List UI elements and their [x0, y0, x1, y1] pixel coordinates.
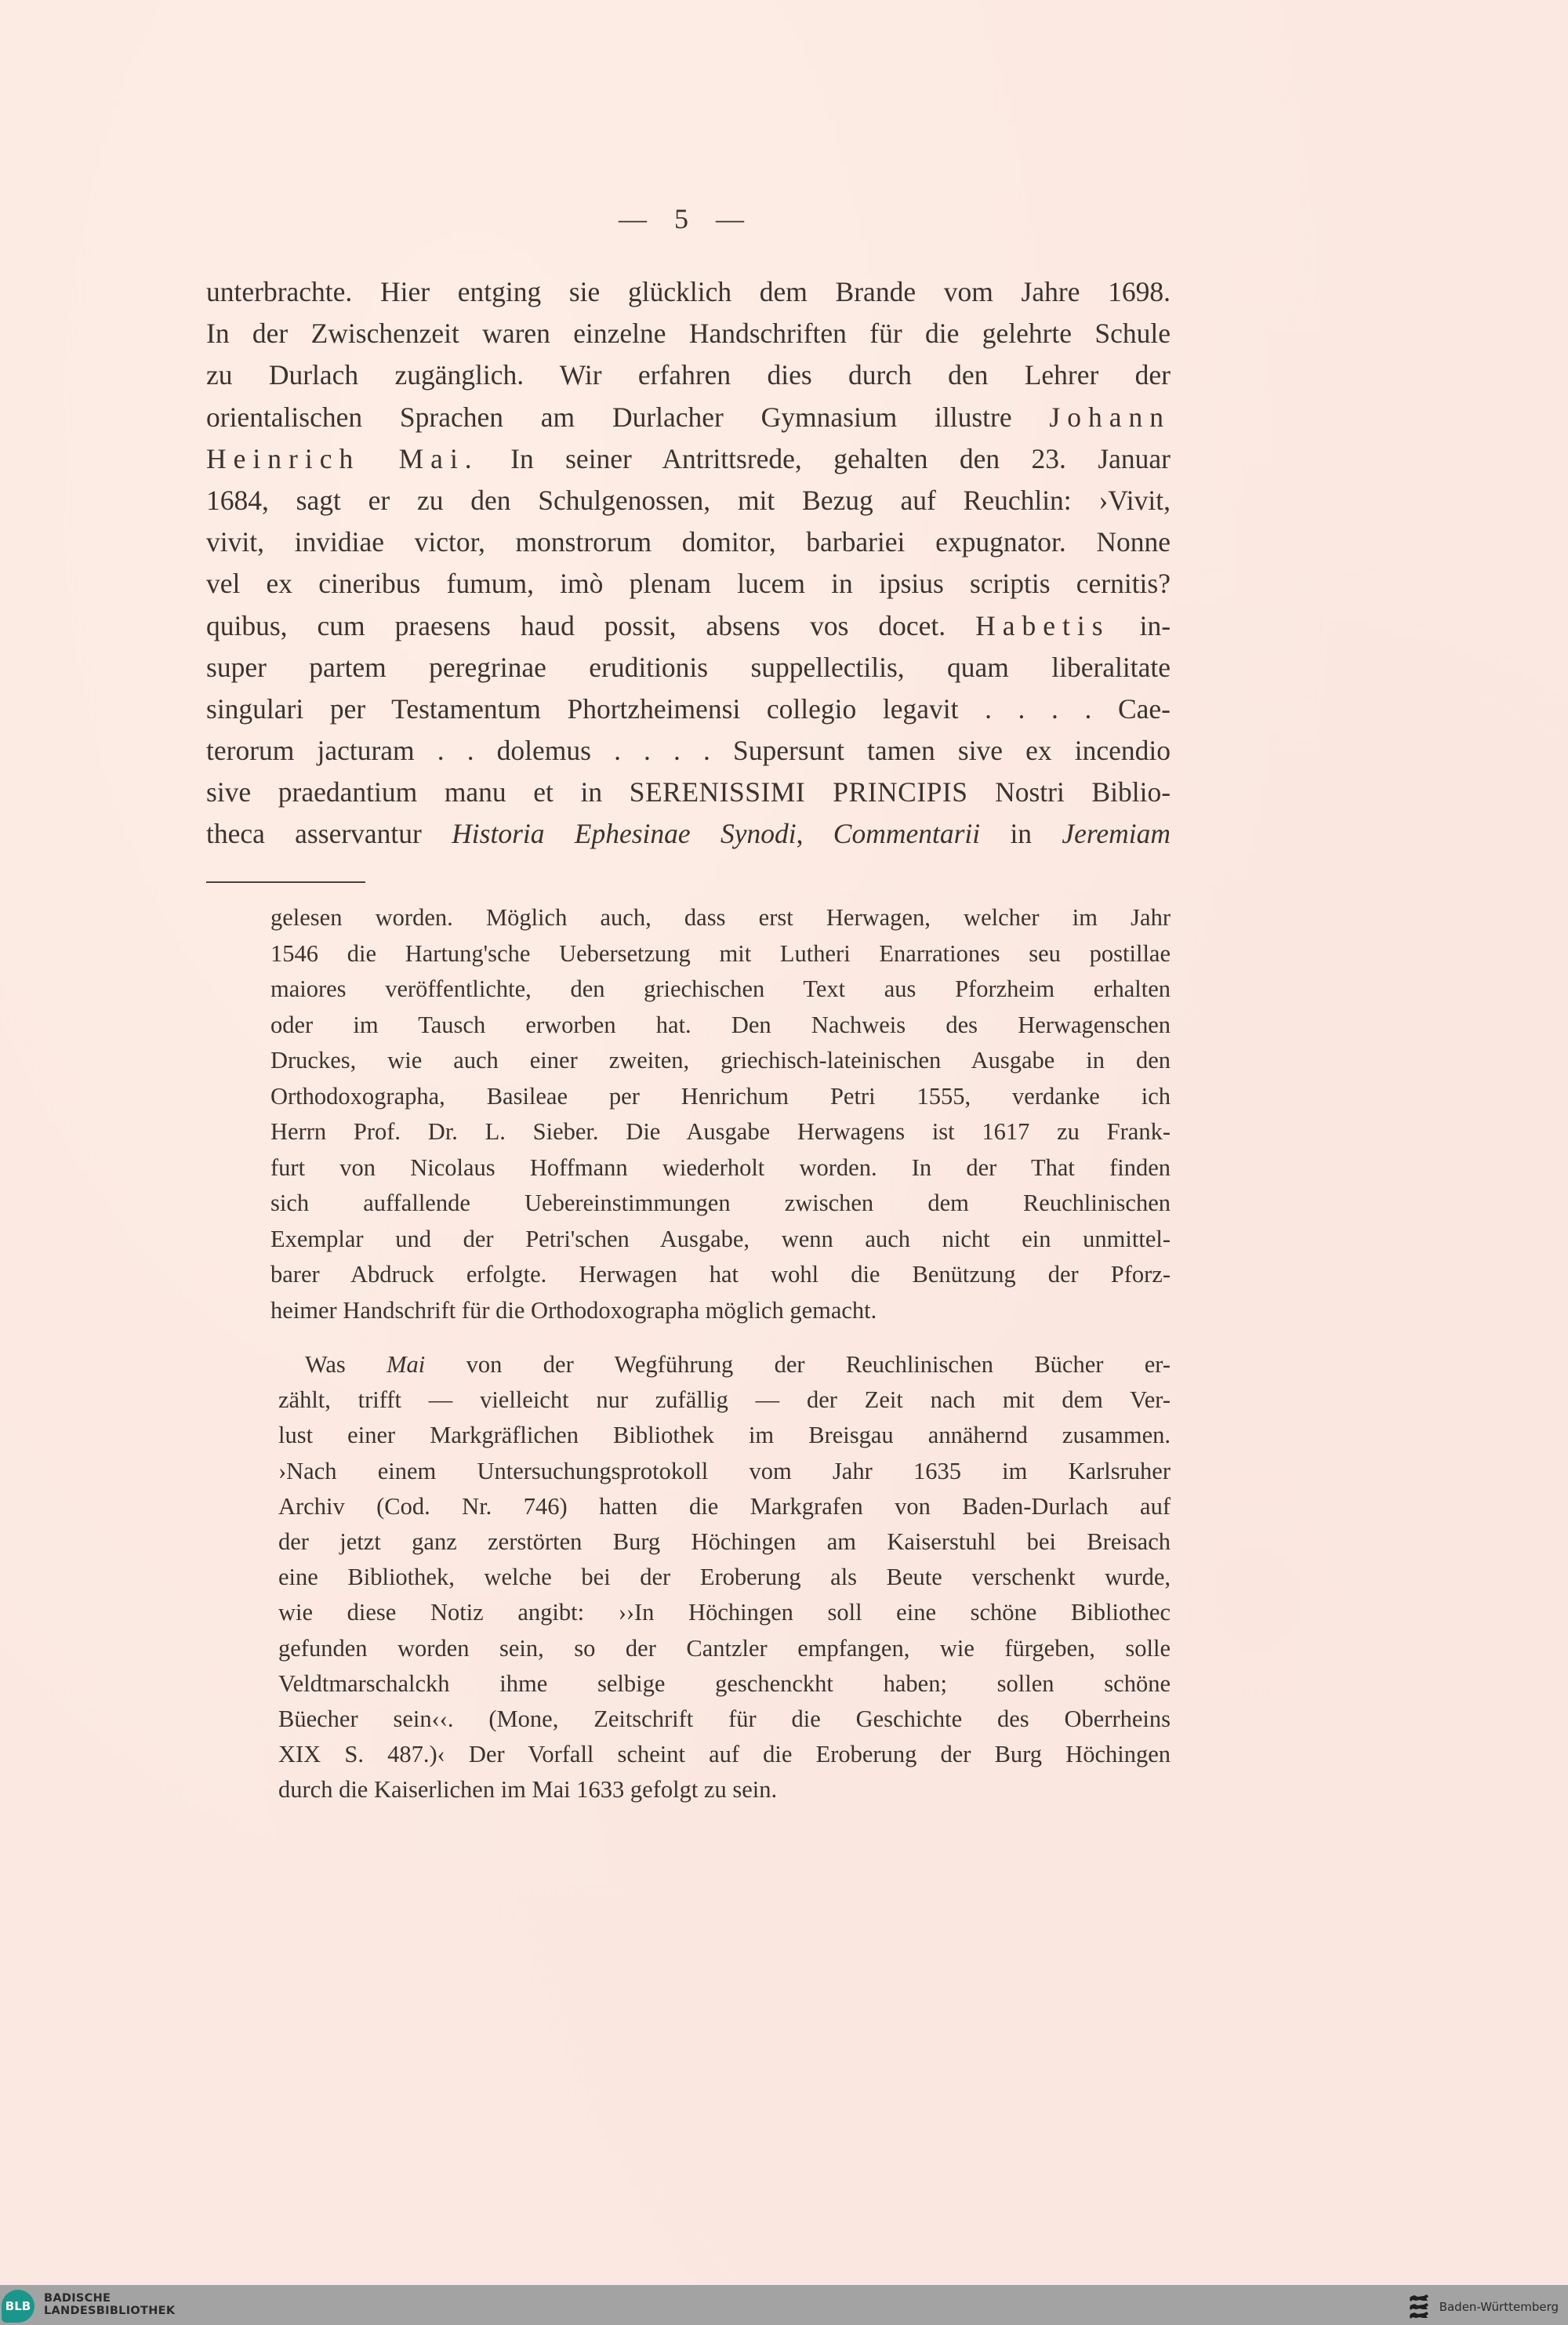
- footnote-line: heimer Handschrift für die Orthodoxographa möglich gemacht.: [270, 1296, 877, 1324]
- footnote-line: Archiv (Cod. Nr. 746) hatten die Markgrafen von Baden-Durlach auf: [278, 1492, 1171, 1520]
- spaced-word-habetis: Habetis: [975, 609, 1110, 641]
- text-segment: Was: [305, 1351, 346, 1378]
- text-line: [206, 438, 1171, 480]
- baden-wuerttemberg-logo[interactable]: [1408, 2294, 1559, 2320]
- text-line: [206, 813, 1171, 855]
- footnote-line: Orthodoxographa, Basileae per Henrichum Petri 1555, verdanke ich: [270, 1082, 1171, 1110]
- page-number: 5: [674, 203, 690, 234]
- footnote-line: maiores veröffentlichte, den griechischen Text aus Pforzheim erhalten: [270, 975, 1171, 1002]
- footnote-line: Herrn Prof. Dr. L. Sieber. Die Ausgabe Herwagens ist 1617 zu Frank-: [270, 1118, 1171, 1145]
- footnote-line: sich auffallende Uebereinstimmungen zwischen dem Reuchlinischen: [270, 1190, 1171, 1216]
- comma: ,: [796, 818, 804, 850]
- text-line: singulari per Testamentum Phortzheimensi collegio legavit . . . . Cae-: [206, 692, 1171, 725]
- text-segment: theca asservantur: [206, 818, 422, 850]
- footnote-line: Veldtmarschalckh ihme selbige geschenckht haben; sollen schöne: [278, 1669, 1171, 1697]
- text-segment: orientalischen Sprachen am Durlacher Gymnasium illustre: [206, 401, 1012, 433]
- footnote-line: zählt, trifft — vielleicht nur zufällig — der Zeit nach mit dem Ver-: [278, 1386, 1171, 1414]
- footnote-line: durch die Kaiserlichen im Mai 1633 gefolgt zu sein.: [278, 1776, 778, 1804]
- footnote-text: [270, 900, 1171, 1328]
- footnote-line: Büecher sein‹‹. (Mone, Zeitschrift für die Geschichte des Oberrheins: [278, 1705, 1171, 1732]
- text-line: 1684, sagt er zu den Schulgenossen, mit Bezug auf Reuchlin: ›Vivit,: [206, 484, 1171, 516]
- text-line: vivit, invidiae victor, monstrorum domitor, barbariei expugnator. Nonne: [206, 526, 1171, 558]
- footnote-line: gefunden worden sein, so der Cantzler empfangen, wie fürgeben, solle: [278, 1634, 1171, 1662]
- main-body-text: [206, 271, 1171, 856]
- baden-wuerttemberg-name: Baden-Württemberg: [1439, 2300, 1559, 2314]
- spaced-name-heinrich-mai: Heinrich Mai.: [206, 442, 479, 474]
- footnote-line: XIX S. 487.)‹ Der Vorfall scheint auf die Eroberung der Burg Höchingen: [278, 1741, 1171, 1768]
- footnote-line: barer Abdruck erfolgte. Herwagen hat wohl die Benützung der Pforz-: [270, 1261, 1171, 1288]
- text-line: vel ex cineribus fumum, imò plenam lucem in ipsius scriptis cernitis?: [206, 568, 1171, 600]
- text-line: terorum jacturam . . dolemus . . . . Supersunt tamen sive ex incendio: [206, 735, 1171, 767]
- footnote-separator-rule: [206, 881, 365, 883]
- text-segment: quibus, cum praesens haud possit, absens vos docet.: [206, 609, 946, 641]
- page-number-header: [0, 202, 1364, 235]
- footnote-line: [278, 1347, 1171, 1382]
- footnote-paragraph-2: [278, 1347, 1171, 1807]
- spaced-name-johann: Johann: [1049, 401, 1171, 433]
- text-line: [206, 605, 1171, 647]
- blb-name-line1: BADISCHE: [44, 2292, 111, 2305]
- text-line: zu Durlach zugänglich. Wir erfahren dies durch den Lehrer der: [206, 359, 1171, 391]
- italic-name-mai: Mai: [387, 1351, 426, 1378]
- text-line: [206, 772, 1171, 813]
- text-segment: in-: [1139, 609, 1171, 641]
- footnote-line: oder im Tausch erworben hat. Den Nachweis des Herwagenschen: [270, 1011, 1171, 1038]
- text-segment: von der Wegführung der Reuchlinischen Bücher er-: [466, 1351, 1171, 1378]
- blb-name-line2: LANDESBIBLIOTHEK: [44, 2305, 176, 2317]
- footnote-line: wie diese Notiz angibt: ››In Höchingen soll eine schöne Bibliothec: [278, 1599, 1171, 1626]
- text-segment: in: [1010, 818, 1033, 850]
- text-segment: In seiner Antrittsrede, gehalten den 23. Januar: [510, 442, 1171, 474]
- three-lions-icon: [1408, 2294, 1430, 2320]
- dash-left: —: [619, 203, 648, 234]
- italic-title-commentarii: Commentarii: [833, 818, 981, 850]
- text-segment: Nostri Biblio-: [995, 776, 1171, 808]
- text-segment: sive praedantium manu et in: [206, 776, 603, 808]
- blb-library-name[interactable]: [44, 2292, 175, 2317]
- italic-title-jeremiam: Jeremiam: [1062, 818, 1171, 850]
- footnote-line: eine Bibliothek, welche bei der Eroberung als Beute verschenkt wurde,: [278, 1564, 1171, 1591]
- footnote-line: gelesen worden. Möglich auch, dass erst Herwagen, welcher im Jahr: [270, 904, 1171, 931]
- library-footer-bar: [0, 2285, 1568, 2325]
- footnote-line: Exemplar und der Petri'schen Ausgabe, wenn auch nicht ein unmittel-: [270, 1225, 1171, 1252]
- footnote-line: Druckes, wie auch einer zweiten, griechisch-lateinischen Ausgabe in den: [270, 1047, 1171, 1073]
- blb-logo-badge[interactable]: BLB: [2, 2290, 34, 2323]
- text-line: In der Zwischenzeit waren einzelne Handschriften für die gelehrte Schule: [206, 318, 1171, 350]
- footnote-line: 1546 die Hartung'sche Uebersetzung mit Lutheri Enarrationes seu postillae: [270, 939, 1171, 967]
- footnote-line: ›Nach einem Untersuchungsprotokoll vom Jahr 1635 im Karlsruher: [278, 1457, 1171, 1484]
- italic-title-historia: Historia Ephesinae Synodi: [452, 818, 797, 850]
- footnote-line: lust einer Markgräflichen Bibliothek im Breisgau annähernd zusammen.: [278, 1422, 1171, 1449]
- footnote-line: furt von Nicolaus Hoffmann wiederholt worden. In der That finden: [270, 1153, 1171, 1181]
- caps-serenissimi-principis: SERENISSIMI PRINCIPIS: [629, 776, 968, 808]
- text-line: super partem peregrinae eruditionis suppellectilis, quam liberalitate: [206, 651, 1171, 683]
- text-line: [206, 397, 1171, 438]
- footnote-line: der jetzt ganz zerstörten Burg Höchingen am Kaiserstuhl bei Breisach: [278, 1528, 1171, 1555]
- text-line: unterbrachte. Hier entging sie glücklich dem Brande vom Jahre 1698.: [206, 276, 1171, 307]
- dash-right: —: [716, 203, 746, 234]
